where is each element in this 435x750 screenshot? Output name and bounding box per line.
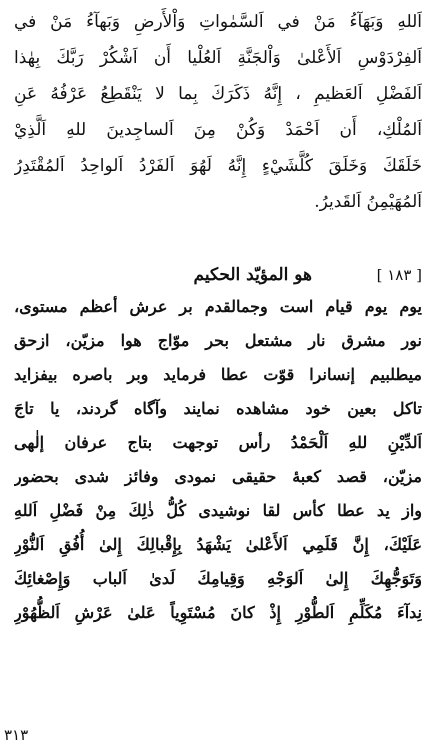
text-line: اَلمُهَيْمِنُ اَلقَديرُ. — [314, 192, 422, 212]
section-header — [14, 260, 422, 290]
text-line: تاكل بعين خود مشاهده نمايند وآگاه گردند، يا تاجَ — [14, 399, 422, 418]
text-line: وَتَوَجُّهِكَ إِلىٰ اَلوَجْهِ وَقِيامِكَ لَدىٰ اَلباب وَإِصْغائِكَ — [14, 569, 422, 588]
text-line: مزيّن، قصد كعبهٔ حقيقى نمودى وفائز شدى بحضور — [14, 467, 422, 486]
top-text-block — [14, 4, 422, 220]
text-line: ميطلبيم إنسانرا قوّت عطا فرمايد وبر باصره بيفزايد — [14, 365, 422, 384]
text-line: يوم يوم قيام است وجمالقدم بر عرش أعظم مستوى، — [14, 297, 422, 316]
text-line: نِدآءَ مُكَلِّمِ اَلطُّوْرِ إِذْ كانَ مُسْتَوِياً عَلىٰ عَرْشِ اَلظُّهُوْرِ — [14, 603, 422, 622]
text-line: اَلدِّيْنِ للهِ اَلْحَمْدُ رأس توجهت بتاج عرفان إلٰهى — [14, 433, 422, 452]
text-line: نور مشرق نار مشتعل بحر موّاج هوا مزيّن، ازحق — [14, 331, 422, 350]
text-line: اَلفَضْلِ اَلعَظيمِ ، إِنَّهُ ذَكَرَكَ بِما لا يَنْقَطِعُ عَرْفُهُ عَنِ — [14, 84, 422, 104]
book-page — [14, 0, 422, 750]
text-line: اَلفِرْدَوْسِ اَلأَعْلىٰ وَاْلجَنَّةِ اَلعُلْيا أَن اَشْكُرْ رَبَّكَ بِهٰذا — [14, 48, 422, 68]
text-line: خَلَقَكَ وَخَلَقَ كُلَّشَيْءٍ إِنَّهُ لَهُوَ اَلفَرْدُ اَلواحِدُ اَلمُقْتَدِرُ — [14, 156, 422, 176]
section-number: [ ١٨٣ ] — [376, 266, 422, 284]
text-line: اَلمُلْكِ، أَن اَحْمَدْ وَكُنْ مِنَ اَلساجِدينَ للهِ اَلَّذِيْ — [14, 120, 422, 140]
text-line: عَلَيْكَ، إِنَّ قَلَمِي اَلأَعْلىٰ يَشْهَدُ بِإِقْبالِكَ إِلىٰ أُفُقِ اَلنُّوْرِ — [14, 535, 422, 554]
text-line: واز يد عطا كأس لقا نوشيدى كُلُّ ذٰلِكَ مِنْ فَضْلِ اَللهِ — [14, 501, 422, 520]
text-line: اَللهِ وَبَهَآءُ مَنْ في اَلسَّمٰواتِ وَاْلأَرضِ وَبَهآءُ مَنْ في — [14, 12, 422, 32]
section-title: هو المؤيّد الحكيم — [193, 265, 312, 285]
bottom-text-block — [14, 290, 422, 630]
page-number: ٣١٣ — [4, 726, 29, 744]
